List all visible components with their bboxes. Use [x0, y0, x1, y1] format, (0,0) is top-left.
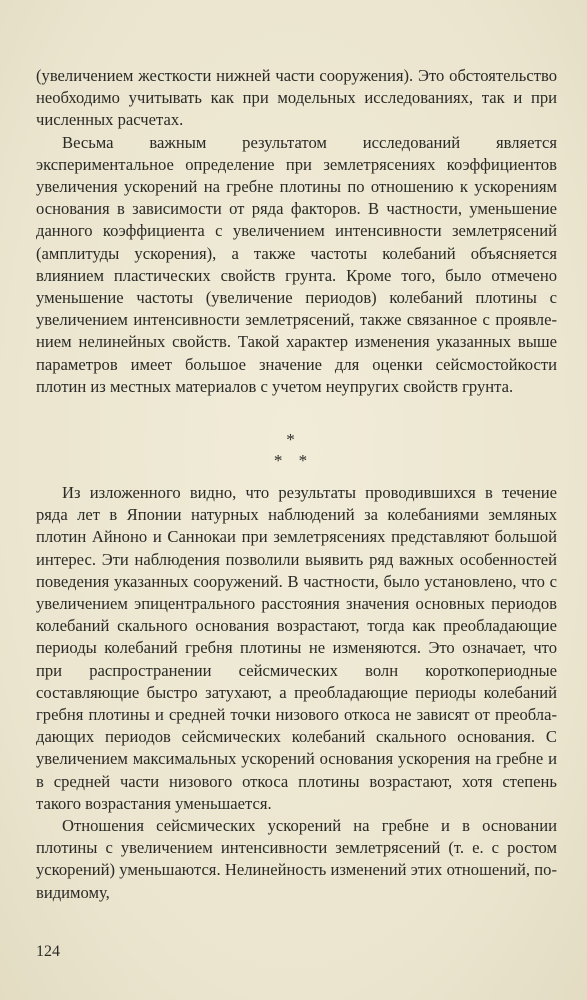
- section-separator-asterisks: * *: [273, 451, 314, 470]
- text-block-lower: [36, 482, 557, 904]
- page-number: 124: [36, 943, 60, 960]
- paragraph: Из изложенного видно, что результаты проводившихся в течение ряда лет в Японии натурных наблюдений за колебаниями земляных плотин Айноно и Саннокаи при землетрясениях представляют большой интерес. Эти наблюдения позволили выявить ряд важных особенностей поведения указанных сооружений. В частности, было установлено, что с увеличением эпицентрального расстояния значения основных периодов колебаний скального основания возрастают, тогда как преобладающие периоды колебаний гребня плотины не изменяются. Это означает, что при распространении сейсмических волн короткопериодные составляющие быстро затухают, а преобладающие периоды колебаний гребня плотины и средней точки низового откоса не зависят от преобладающих периодов сейсмических колебаний скального основания. С увеличением максимальных ускорений основания ускорения на гребне и в средней части низового откоса плотины возрастают, хотя степень такого возрастания уменьшается.: [36, 483, 557, 813]
- text-block-upper: [36, 65, 557, 398]
- section-separator-asterisk: *: [286, 430, 301, 449]
- paragraph-continuation: (увеличением жесткости нижней части сооружения). Это обстоятельство необходимо учитывать как при модельных исследованиях, так и при численных расчетах.: [36, 66, 557, 130]
- paragraph: Отношения сейсмических ускорений на гребне и в основании плотины с увеличением интенсивности землетрясений (т. е. с ростом ускорений) уменьшаются. Нелинейность изменений этих отношений, по-видимому,: [36, 816, 557, 902]
- paragraph: Весьма важным результатом исследований является экспериментальное определение при землетрясениях коэффициентов увеличения ускорений на гребне плотины по отношению к ускорениям основания в зависимости от ряда факторов. В частности, уменьшение данного коэффициента с увеличением интенсивности землетрясений (амплитуды ускорения), а также частоты колебаний объясняется влиянием пластических свойств грунта. Кроме того, было отмечено уменьшение частоты (увеличение периодов) колебаний плотины с увеличением интенсивности землетрясений, также связанное с проявлением нелинейных свойств. Такой характер изменения указанных выше параметров имеет большое значение для оценки сейсмостойкости плотин из местных материалов с учетом неупругих свойств грунта.: [36, 132, 557, 396]
